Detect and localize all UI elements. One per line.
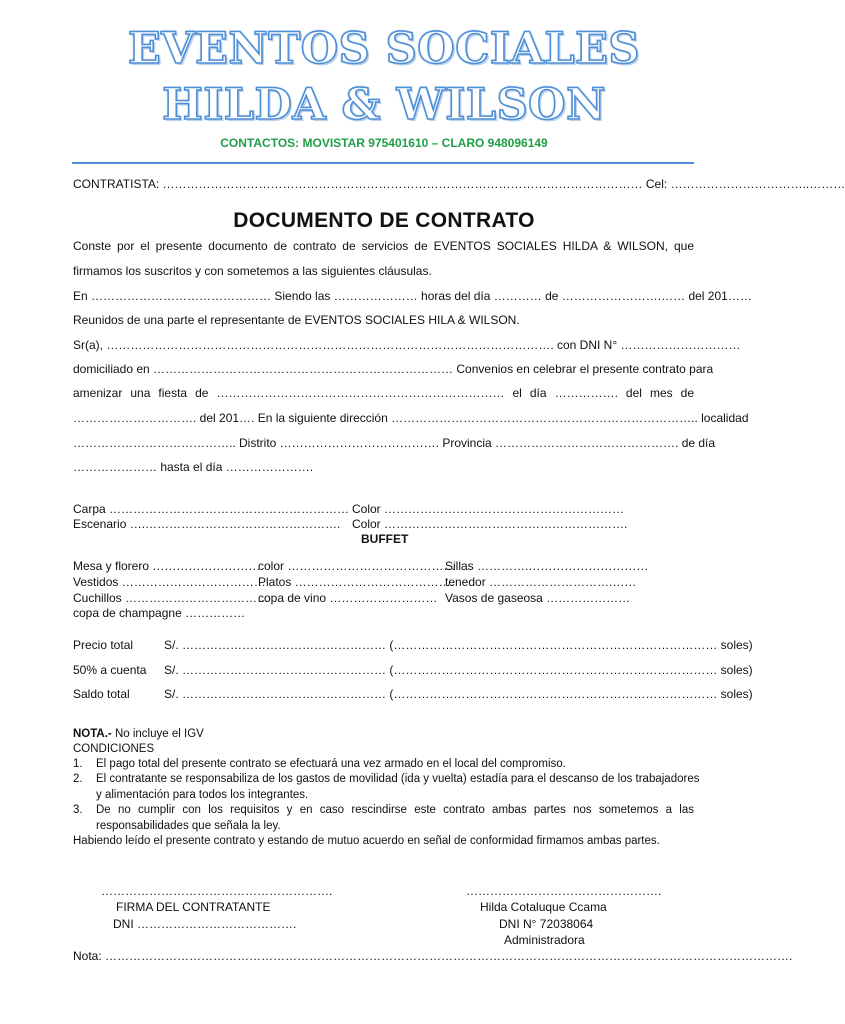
condition-3-text-line2: responsabilidades que señala la ley.	[96, 820, 281, 832]
final-note-line: Nota: ……………………………………………………………………………………………………………………………………………………….	[73, 949, 793, 963]
company-title-line1: EVENTOS SOCIALES	[128, 24, 640, 74]
closing-statement: Habiendo leído el presente contrato y estando de mutuo acuerdo en señal de conformidad firmamos ambas partes.	[73, 835, 660, 847]
item-vestidos: Vestidos ………………………………	[73, 575, 266, 589]
condition-1-number: 1.	[73, 758, 83, 770]
nota-line	[73, 728, 204, 740]
signature-role-administradora: Administradora	[504, 933, 585, 947]
signature-line-administradora: ………………………………………….	[466, 884, 662, 898]
item-tenedor: tenedor ………………………….……	[445, 575, 637, 589]
document-title: DOCUMENTO DE CONTRATO	[233, 209, 535, 232]
body-line-6: domiciliado en ………………………………………………………………… Convenios en celebrar el presente contrato para	[73, 362, 714, 376]
item-escenario-color: Color …………………………………………………….	[352, 517, 628, 531]
condition-2-text-line2: y alimentación para todos los integrantes.	[96, 789, 309, 801]
price-total-label: Precio total	[73, 638, 134, 652]
signature-label-contratante: FIRMA DEL CONTRATANTE	[116, 900, 271, 914]
item-carpa: Carpa ……………………………………………………	[73, 502, 350, 516]
nota-label: NOTA.-	[73, 728, 112, 740]
condiciones-title: CONDICIONES	[73, 743, 155, 755]
price-balance-label: Saldo total	[73, 687, 130, 701]
item-copa-vino: copa de vino ………………………	[258, 591, 438, 605]
body-line-8: …………………………. del 201…. En la siguiente dirección ………………………………………………………………….. localidad	[73, 411, 749, 425]
body-line-10: ………………… hasta el día ………………….	[73, 460, 314, 474]
item-mesa-color: color ……………………………………	[258, 559, 456, 573]
contacts-line: CONTACTOS: MOVISTAR 975401610 – CLARO 948096149	[220, 136, 548, 150]
item-sillas: Sillas ………….…………………………	[445, 559, 649, 573]
body-line-3: En ……………………………………… Siendo las ………………… horas del día ………… de …………………….…… del 201……	[73, 289, 752, 303]
body-line-1: Conste por el presente documento de contrato de servicios de EVENTOS SOCIALES HILDA & WILSON, que	[73, 239, 694, 253]
buffet-heading: BUFFET	[361, 532, 409, 546]
body-line-4: Reunidos de una parte el representante de EVENTOS SOCIALES HILA & WILSON.	[73, 313, 520, 327]
condition-3-text-line1: De no cumplir con los requisitos y en caso rescindirse este contrato ambas partes nos sometemos a las	[96, 804, 694, 816]
body-line-9: ………………………………….. Distrito …………………………………. Provincia ………………………………………. de día	[73, 436, 716, 450]
price-advance-value: S/. …………………………………………… (……………………………………………………………………… soles)	[164, 663, 753, 677]
item-copa-champagne: copa de champagne ……………	[73, 606, 246, 620]
item-mesa-florero: Mesa y florero ………………………	[73, 559, 261, 573]
signature-line-contratante: ………………………………………………….	[101, 884, 333, 898]
signature-dni-contratante: DNI ………………………………….	[113, 917, 297, 931]
nota-text: No incluye el IGV	[111, 728, 204, 740]
body-line-5: Sr(a), …………………………………………………………………………………………………. con DNI N° …………………………	[73, 338, 741, 352]
item-vasos-gaseosa: Vasos de gaseosa …………………	[445, 591, 631, 605]
item-escenario: Escenario ….………………………………………….	[73, 517, 341, 531]
body-line-2: firmamos los suscritos y con sometemos a las siguientes cláusulas.	[73, 264, 432, 278]
signature-dni-administradora: DNI N° 72038064	[499, 917, 594, 931]
header-divider	[72, 162, 694, 164]
company-title-line2: HILDA & WILSON	[162, 80, 606, 130]
contratista-line: CONTRATISTA: ………………………………………………………………………………………………………… Cel: ……………………………..………	[73, 177, 845, 191]
item-carpa-color: Color ……………………………………………………	[352, 502, 625, 516]
condition-2-text-line1: El contratante se responsabiliza de los gastos de movilidad (ida y vuelta) estadía para el descanso de los trabajadores	[96, 773, 700, 785]
condition-2-number: 2.	[73, 773, 83, 785]
condition-1-text: El pago total del presente contrato se efectuará una vez armado en el local del compromiso.	[96, 758, 566, 770]
body-line-7: amenizar una fiesta de ……………………………………………………………… el día ……………. del mes de	[73, 386, 694, 400]
item-platos: Platos ………………………………….	[258, 575, 455, 589]
condition-3-number: 3.	[73, 804, 83, 816]
price-balance-value: S/. …………………………………………… (……………………………………………………………………… soles)	[164, 687, 753, 701]
price-advance-label: 50% a cuenta	[73, 663, 147, 677]
signature-name-administradora: Hilda Cotaluque Ccama	[480, 900, 607, 914]
item-cuchillos: Cuchillos ………………………………	[73, 591, 270, 605]
price-total-value: S/. …………………………………………… (……………………………………………………………………… soles)	[164, 638, 753, 652]
